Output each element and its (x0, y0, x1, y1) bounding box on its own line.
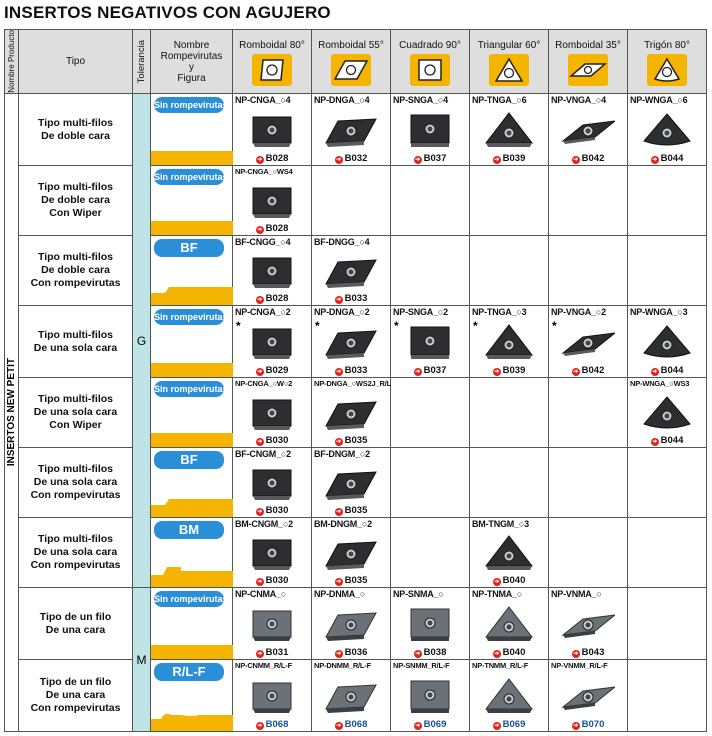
page-reference[interactable]: ➜ B042 (573, 153, 605, 164)
insert-code: NP-WNGA_○WS3 (630, 379, 690, 388)
insert-image (324, 323, 378, 361)
chipbreaker-figure (151, 236, 233, 306)
page-reference[interactable]: ➜ B030 (257, 435, 289, 446)
arrow-right-icon: ➜ (415, 651, 421, 657)
row-type: Tipo multi-filos De una sola cara Con Wiper (19, 378, 133, 448)
arrow-right-icon: ➜ (336, 297, 342, 303)
chipbreaker-badge: Sin rompevirutas (154, 591, 224, 607)
insert-image (482, 605, 536, 643)
page-reference[interactable]: ➜ B043 (573, 647, 605, 658)
insert-image (245, 677, 299, 715)
insert-code: BF-CNGM_○2 (235, 449, 291, 459)
page-reference[interactable]: ➜ B035 (336, 435, 368, 446)
insert-image (324, 252, 378, 290)
insert-code: NP-TNMA_○ (472, 589, 523, 599)
insert-cell[interactable] (233, 448, 312, 518)
insert-image (245, 394, 299, 432)
chipbreaker-figure (151, 306, 233, 378)
insert-code: NP-TNMM_R/L-F (472, 661, 529, 670)
empty-cell (628, 660, 707, 732)
square-icon (410, 54, 450, 86)
chipbreaker-badge: BF (154, 239, 224, 257)
chipbreaker-profile (151, 709, 233, 731)
arrow-right-icon: ➜ (494, 579, 500, 585)
page-reference[interactable]: ➜ B035 (336, 505, 368, 516)
rhombic-35-icon (568, 54, 608, 86)
insert-cell[interactable] (312, 588, 391, 660)
arrow-right-icon: ➜ (336, 509, 342, 515)
insert-code: BF-DNGM_○2 (314, 449, 370, 459)
insert-cell[interactable] (470, 588, 549, 660)
chipbreaker-profile (151, 637, 233, 659)
insert-code: NP-CNMA_○ (235, 589, 287, 599)
empty-cell (549, 166, 628, 236)
tolerance-m: M (133, 588, 151, 732)
insert-image (245, 534, 299, 572)
insert-cell[interactable] (549, 588, 628, 660)
page-reference[interactable]: ➜ B039 (494, 153, 526, 164)
insert-code: NP-CNGA_○W○2 (235, 379, 293, 388)
insert-image (640, 111, 694, 149)
arrow-right-icon: ➜ (415, 157, 421, 163)
insert-cell[interactable] (233, 660, 312, 732)
header-shape: Cuadrado 90° (391, 30, 470, 94)
note-asterisk: * (236, 319, 241, 333)
page-reference[interactable]: ➜ B032 (336, 153, 368, 164)
insert-cell[interactable] (233, 236, 312, 306)
arrow-right-icon: ➜ (336, 157, 342, 163)
insert-cell[interactable] (233, 518, 312, 588)
arrow-right-icon: ➜ (257, 297, 263, 303)
row-type: Tipo multi-filos De doble cara (19, 94, 133, 166)
insert-cell[interactable] (549, 306, 628, 378)
header-nombre-producto: Nombre Producto (5, 30, 19, 94)
insert-code: NP-WNGA_○3 (630, 307, 688, 317)
insert-code: NP-CNGA_○2 (235, 307, 291, 317)
table-row (5, 378, 707, 448)
insert-image (245, 252, 299, 290)
arrow-right-icon: ➜ (257, 509, 263, 515)
insert-cell[interactable] (312, 378, 391, 448)
chipbreaker-profile (151, 495, 233, 517)
empty-cell (470, 236, 549, 306)
note-asterisk: * (473, 319, 478, 333)
insert-code: BF-CNGG_○4 (235, 237, 291, 247)
table-row (5, 518, 707, 588)
header-rompevirutas: Nombre Rompevirutas y Figura (151, 30, 233, 94)
empty-cell (391, 518, 470, 588)
insert-code: NP-DNMA_○ (314, 589, 366, 599)
arrow-right-icon: ➜ (415, 369, 421, 375)
insert-code: NP-VNMM_R/L-F (551, 661, 608, 670)
insert-image (403, 605, 457, 643)
empty-cell (312, 166, 391, 236)
empty-cell (628, 448, 707, 518)
insert-image (324, 534, 378, 572)
insert-code: NP-TNGA_○3 (472, 307, 527, 317)
header-shape: Romboidal 35° (549, 30, 628, 94)
empty-cell (470, 166, 549, 236)
page-reference[interactable]: ➜ B033 (336, 365, 368, 376)
header-shape: Romboidal 80° (233, 30, 312, 94)
insert-image (403, 111, 457, 149)
page-reference[interactable]: ➜ B044 (652, 153, 684, 164)
table-row (5, 94, 707, 166)
header-shape: Triangular 60° (470, 30, 549, 94)
arrow-right-icon: ➜ (257, 227, 263, 233)
header-shape: Trigón 80° (628, 30, 707, 94)
page-reference[interactable]: ➜ B068 (336, 719, 368, 730)
page-reference[interactable]: ➜ B037 (415, 153, 447, 164)
page-reference[interactable]: ➜ B030 (257, 575, 289, 586)
arrow-right-icon: ➜ (257, 579, 263, 585)
arrow-right-icon: ➜ (336, 723, 342, 729)
table-row (5, 588, 707, 660)
page-reference[interactable]: ➜ B035 (336, 575, 368, 586)
insert-image (245, 182, 299, 220)
insert-image (245, 323, 299, 361)
tolerance-g: G (133, 94, 151, 588)
insert-image (403, 677, 457, 715)
insert-cell[interactable] (391, 94, 470, 166)
insert-code: NP-WNGA_○6 (630, 95, 688, 105)
row-type: Tipo multi-filos De una sola cara (19, 306, 133, 378)
chipbreaker-profile (151, 425, 233, 447)
insert-cell[interactable] (312, 94, 391, 166)
empty-cell (549, 236, 628, 306)
empty-cell (391, 166, 470, 236)
page-reference[interactable]: ➜ B039 (494, 365, 526, 376)
insert-image (482, 111, 536, 149)
chipbreaker-figure (151, 166, 233, 236)
arrow-right-icon: ➜ (652, 439, 658, 445)
rhombic-80-icon (252, 54, 292, 86)
insert-cell[interactable] (233, 378, 312, 448)
insert-cell[interactable] (549, 94, 628, 166)
row-type: Tipo multi-filos De una sola cara Con rompevirutas (19, 448, 133, 518)
empty-cell (391, 378, 470, 448)
page-reference[interactable]: ➜ B038 (415, 647, 447, 658)
insert-cell[interactable] (233, 588, 312, 660)
chipbreaker-profile (151, 213, 233, 235)
page-title: INSERTOS NEGATIVOS CON AGUJERO (4, 3, 331, 22)
header-tolerancia: Tolerancia (133, 30, 151, 94)
insert-code: BM-DNGM_○2 (314, 519, 372, 529)
chipbreaker-badge: BF (154, 451, 224, 469)
arrow-right-icon: ➜ (257, 369, 263, 375)
insert-cell[interactable] (628, 306, 707, 378)
table-row (5, 166, 707, 236)
insert-image (245, 111, 299, 149)
insert-image (561, 605, 615, 643)
page-reference[interactable]: ➜ B028 (257, 153, 289, 164)
page-reference[interactable]: ➜ B044 (652, 435, 684, 446)
empty-cell (470, 448, 549, 518)
row-type: Tipo multi-filos De doble cara Con Wiper (19, 166, 133, 236)
rhombic-55-icon (331, 54, 371, 86)
arrow-right-icon: ➜ (257, 723, 263, 729)
insert-image (561, 323, 615, 361)
page-reference[interactable]: ➜ B069 (494, 719, 526, 730)
empty-cell (628, 518, 707, 588)
page-reference[interactable]: ➜ B030 (257, 505, 289, 516)
insert-image (561, 677, 615, 715)
chipbreaker-badge: Sin rompevirutas (154, 97, 224, 113)
page-reference[interactable]: ➜ B028 (257, 293, 289, 304)
insert-code: NP-DNGA_○4 (314, 95, 370, 105)
chipbreaker-profile (151, 565, 233, 587)
insert-code: NP-SNGA_○2 (393, 307, 448, 317)
arrow-right-icon: ➜ (573, 651, 579, 657)
page-reference[interactable]: ➜ B069 (415, 719, 447, 730)
chipbreaker-badge: BM (154, 521, 224, 539)
insert-cell[interactable] (312, 236, 391, 306)
insert-image (324, 677, 378, 715)
row-type: Tipo de un filo De una cara (19, 588, 133, 660)
row-type: Tipo multi-filos De doble cara Con rompevirutas (19, 236, 133, 306)
row-type: Tipo multi-filos De una sola cara Con rompevirutas (19, 518, 133, 588)
insert-code: NP-CNGA_○WS4 (235, 167, 293, 176)
insert-image (324, 111, 378, 149)
page-reference[interactable]: ➜ B037 (415, 365, 447, 376)
arrow-right-icon: ➜ (336, 651, 342, 657)
arrow-right-icon: ➜ (494, 369, 500, 375)
empty-cell (628, 588, 707, 660)
chipbreaker-badge: Sin rompevirutas (154, 309, 224, 325)
insert-image (324, 605, 378, 643)
page-reference[interactable]: ➜ B068 (257, 719, 289, 730)
page-reference[interactable]: ➜ B070 (573, 719, 605, 730)
table-row (5, 660, 707, 732)
page-reference[interactable]: ➜ B040 (494, 575, 526, 586)
arrow-right-icon: ➜ (336, 369, 342, 375)
insert-cell[interactable] (233, 166, 312, 236)
chipbreaker-figure (151, 518, 233, 588)
table-row (5, 306, 707, 378)
header-row (5, 30, 707, 94)
insert-image (482, 677, 536, 715)
insert-code: NP-VNMA_○ (551, 589, 602, 599)
insert-code: BM-CNGM_○2 (235, 519, 293, 529)
insert-cell[interactable] (312, 448, 391, 518)
arrow-right-icon: ➜ (573, 723, 579, 729)
insert-code: NP-SNGA_○4 (393, 95, 448, 105)
page-reference[interactable]: ➜ B040 (494, 647, 526, 658)
insert-image (482, 534, 536, 572)
insert-image (640, 394, 694, 432)
insert-code: NP-VNGA_○2 (551, 307, 606, 317)
insert-cell[interactable] (470, 94, 549, 166)
empty-cell (549, 448, 628, 518)
chipbreaker-badge: Sin rompevirutas (154, 381, 224, 397)
insert-cell[interactable] (470, 518, 549, 588)
chipbreaker-badge: Sin rompevirutas (154, 169, 224, 185)
inserts-table (4, 29, 707, 732)
table-row (5, 448, 707, 518)
insert-image (640, 323, 694, 361)
page-reference[interactable]: ➜ B033 (336, 293, 368, 304)
insert-cell[interactable] (391, 306, 470, 378)
chipbreaker-profile (151, 283, 233, 305)
arrow-right-icon: ➜ (257, 157, 263, 163)
arrow-right-icon: ➜ (257, 439, 263, 445)
arrow-right-icon: ➜ (573, 157, 579, 163)
chipbreaker-figure (151, 660, 233, 732)
insert-code: BM-TNGM_○3 (472, 519, 529, 529)
insert-code: NP-TNGA_○6 (472, 95, 527, 105)
page-reference[interactable]: ➜ B029 (257, 365, 289, 376)
insert-code: NP-DNGA_○2 (314, 307, 370, 317)
insert-image (561, 111, 615, 149)
insert-cell[interactable] (312, 518, 391, 588)
arrow-right-icon: ➜ (494, 651, 500, 657)
arrow-right-icon: ➜ (652, 369, 658, 375)
insert-image (403, 323, 457, 361)
triangle-icon (489, 54, 529, 86)
empty-cell (391, 448, 470, 518)
empty-cell (470, 378, 549, 448)
insert-cell[interactable] (549, 660, 628, 732)
insert-cell[interactable] (391, 588, 470, 660)
insert-image (245, 464, 299, 502)
empty-cell (391, 236, 470, 306)
insert-cell[interactable] (312, 306, 391, 378)
table-row (5, 236, 707, 306)
insert-code: NP-DNMM_R/L-F (314, 661, 371, 670)
insert-cell[interactable] (233, 94, 312, 166)
insert-image (245, 605, 299, 643)
page-reference[interactable]: ➜ B031 (257, 647, 289, 658)
arrow-right-icon: ➜ (573, 369, 579, 375)
arrow-right-icon: ➜ (415, 723, 421, 729)
trigon-icon (647, 54, 687, 86)
header-tipo: Tipo (19, 30, 133, 94)
product-group-label: INSERTOS NEW PETIT (5, 94, 19, 732)
empty-cell (549, 378, 628, 448)
insert-code: NP-CNMM_R/L-F (235, 661, 292, 670)
header-shape: Romboidal 55° (312, 30, 391, 94)
chipbreaker-profile (151, 355, 233, 377)
insert-cell[interactable] (628, 94, 707, 166)
chipbreaker-figure (151, 448, 233, 518)
arrow-right-icon: ➜ (336, 579, 342, 585)
page-reference[interactable]: ➜ B042 (573, 365, 605, 376)
insert-image (324, 464, 378, 502)
note-asterisk: * (394, 319, 399, 333)
arrow-right-icon: ➜ (494, 157, 500, 163)
chipbreaker-figure (151, 378, 233, 448)
empty-cell (628, 166, 707, 236)
insert-cell[interactable] (628, 378, 707, 448)
insert-code: NP-SNMA_○ (393, 589, 444, 599)
chipbreaker-profile (151, 143, 233, 165)
empty-cell (628, 236, 707, 306)
chipbreaker-figure (151, 588, 233, 660)
row-type: Tipo de un filo De una cara Con rompevirutas (19, 660, 133, 732)
insert-code: BF-DNGG_○4 (314, 237, 370, 247)
chipbreaker-figure (151, 94, 233, 166)
page-reference[interactable]: ➜ B044 (652, 365, 684, 376)
page-reference[interactable]: ➜ B028 (257, 223, 289, 234)
page-reference[interactable]: ➜ B036 (336, 647, 368, 658)
note-asterisk: * (552, 319, 557, 333)
arrow-right-icon: ➜ (257, 651, 263, 657)
insert-cell[interactable] (470, 660, 549, 732)
insert-cell[interactable] (470, 306, 549, 378)
insert-cell[interactable] (312, 660, 391, 732)
arrow-right-icon: ➜ (494, 723, 500, 729)
chipbreaker-badge: R/L-F (154, 663, 224, 681)
empty-cell (549, 518, 628, 588)
insert-image (482, 323, 536, 361)
insert-code: NP-DNGA_○WS2J_R/L (314, 379, 391, 388)
arrow-right-icon: ➜ (652, 157, 658, 163)
arrow-right-icon: ➜ (336, 439, 342, 445)
insert-code: NP-SNMM_R/L-F (393, 661, 450, 670)
note-asterisk: * (315, 319, 320, 333)
insert-cell[interactable] (233, 306, 312, 378)
insert-image (324, 394, 378, 432)
insert-code: NP-CNGA_○4 (235, 95, 291, 105)
insert-code: NP-VNGA_○4 (551, 95, 606, 105)
insert-cell[interactable] (391, 660, 470, 732)
